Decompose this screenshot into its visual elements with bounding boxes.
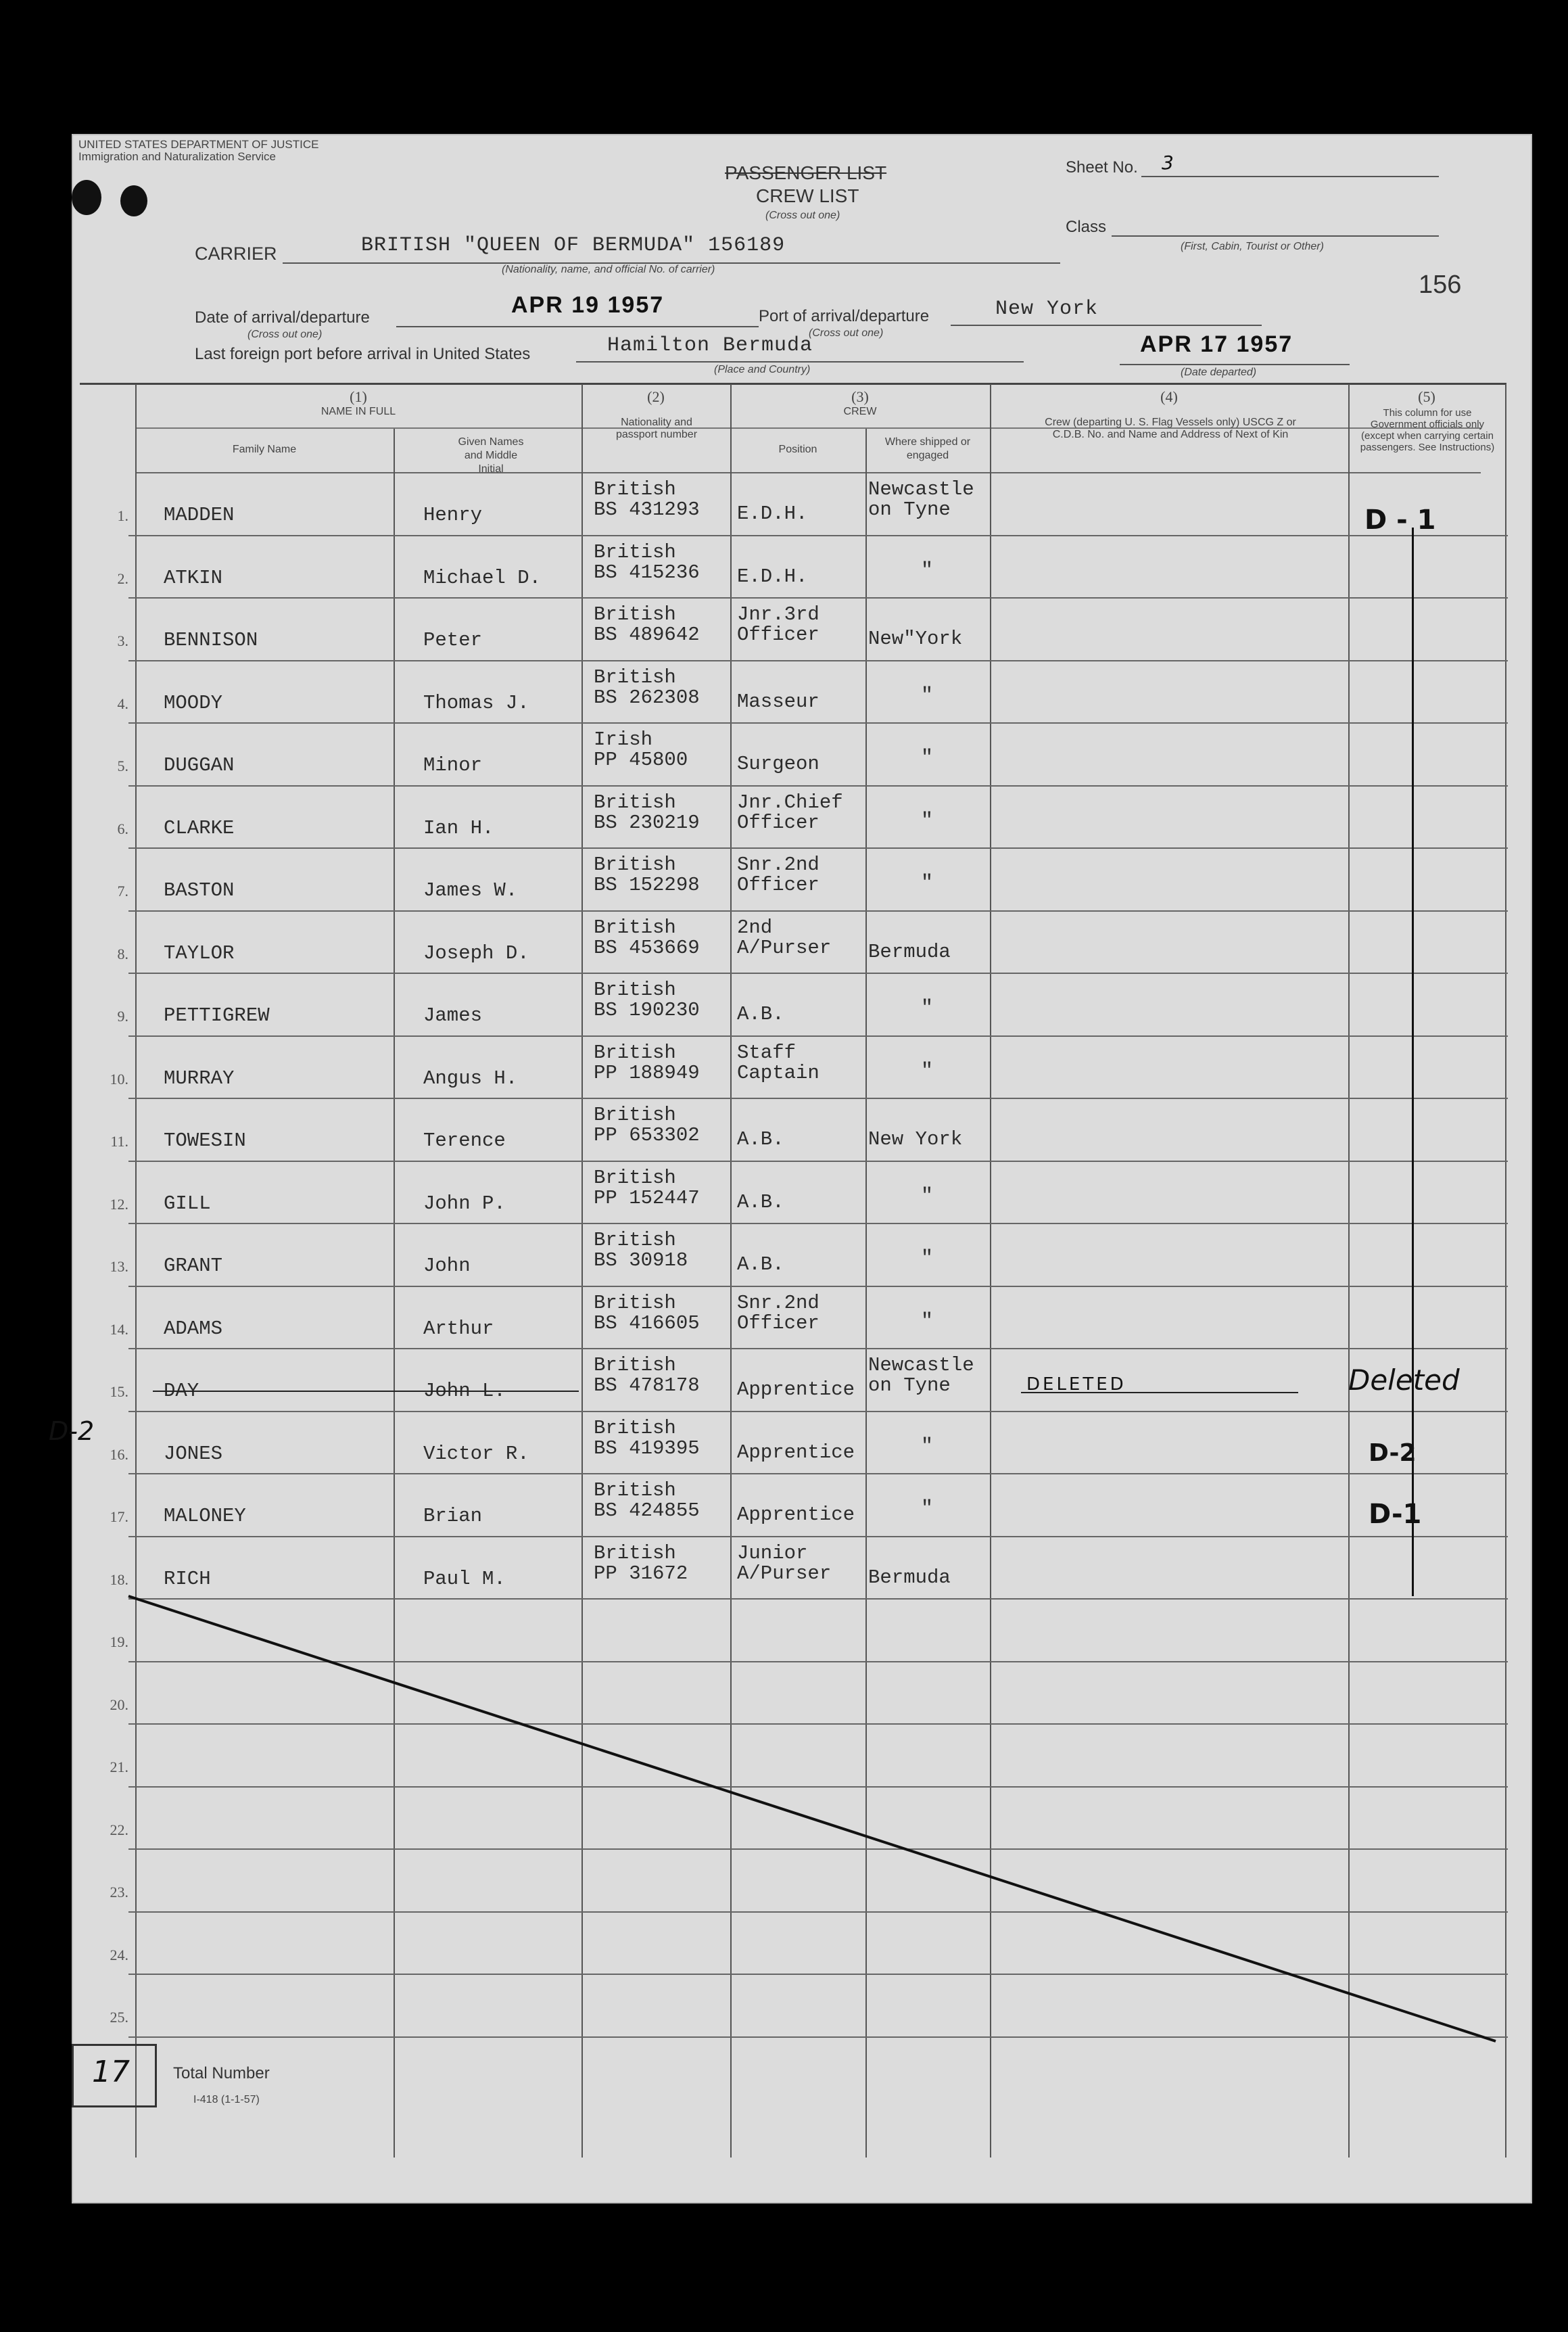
where-shipped-cell: Newcastle	[868, 1354, 974, 1376]
last-port-label: Last foreign port before arrival in United States	[195, 345, 531, 363]
given-name-cell: John	[423, 1255, 471, 1277]
departed-note: (Date departed)	[1181, 367, 1257, 378]
family-name-cell: MOODY	[164, 691, 223, 714]
total-handwritten: 17	[92, 2055, 130, 2089]
position-cell: Apprentice	[737, 1441, 855, 1464]
total-label: Total Number	[173, 2064, 270, 2082]
family-name-cell: MADDEN	[164, 504, 235, 526]
row-number: 20.	[110, 1696, 128, 1713]
given-name-cell: Victor R.	[423, 1442, 529, 1465]
family-name-cell: MURRAY	[164, 1067, 235, 1090]
class-label: Class	[1066, 218, 1107, 236]
where-shipped-cell: "	[921, 559, 934, 582]
passport-cell: BS 415236	[594, 561, 700, 584]
position-cell: Apprentice	[737, 1503, 855, 1526]
passport-cell: PP 188949	[594, 1061, 700, 1084]
family-name-cell: DAY	[164, 1380, 199, 1402]
nationality-cell: British	[594, 1479, 676, 1501]
carrier-label: CARRIER	[195, 243, 277, 264]
where-shipped-cell: New"York	[868, 628, 963, 650]
given-name-cell: Henry	[423, 504, 483, 526]
row-number: 7.	[117, 883, 128, 900]
family-name-cell: JONES	[164, 1442, 223, 1465]
arrival-port-value: New York	[995, 298, 1099, 321]
position-cell-line2: A/Purser	[737, 936, 832, 959]
row-number: 12.	[110, 1195, 128, 1213]
row-number: 16.	[110, 1445, 128, 1463]
where-shipped-cell: Bermuda	[868, 940, 951, 963]
row-number: 13.	[110, 1258, 128, 1275]
sheet-number: 3	[1162, 151, 1174, 174]
family-name-cell: BASTON	[164, 879, 235, 902]
agency-line-2: Immigration and Naturalization Service	[78, 150, 276, 163]
position-cell: E.D.H.	[737, 503, 808, 525]
col4-title: Crew (departing U. S. Flag Vessels only) USCG Z or C.D.B. No. and Name and Address of Next of Kin	[1045, 417, 1296, 440]
passport-cell: BS 230219	[594, 811, 700, 834]
row-number: 10.	[110, 1070, 128, 1088]
given-name-cell: James	[423, 1004, 483, 1027]
page-number: 156	[1419, 271, 1462, 299]
crew-list-sheet	[49, 134, 1532, 2203]
position-cell: Masseur	[737, 690, 819, 713]
col3-title: CREW	[843, 406, 877, 417]
nationality-cell: British	[594, 979, 676, 1001]
empty-rows-diagonal-strike	[72, 134, 1532, 2203]
nationality-cell: Irish	[594, 728, 653, 751]
nationality-cell: British	[594, 540, 676, 563]
form-type: CREW LIST	[756, 185, 859, 206]
row-number: 9.	[117, 1008, 128, 1025]
row16-official-mark: D-2	[1369, 1439, 1417, 1467]
where-shipped-cell: "	[921, 684, 934, 707]
position-cell: Staff	[737, 1041, 797, 1064]
row-number: 22.	[110, 1821, 128, 1838]
position-cell: 2nd	[737, 916, 773, 939]
family-name-cell: GRANT	[164, 1255, 223, 1277]
family-name-cell: PETTIGREW	[164, 1004, 270, 1027]
given-name-cell: Peter	[423, 629, 483, 651]
form-type-struck: PASSENGER LIST	[725, 162, 887, 183]
position-cell-line2: Officer	[737, 1311, 819, 1334]
last-port-note: (Place and Country)	[714, 364, 811, 375]
passport-cell: BS 416605	[594, 1311, 700, 1334]
row-number: 21.	[110, 1758, 128, 1775]
row-number: 19.	[110, 1633, 128, 1650]
col4-number: (4)	[1160, 388, 1178, 405]
passport-cell: BS 431293	[594, 498, 700, 521]
row-number: 18.	[110, 1570, 128, 1588]
arrival-port-note: (Cross out one)	[809, 327, 884, 339]
passport-cell: BS 30918	[594, 1249, 688, 1272]
nationality-cell: British	[594, 1354, 676, 1376]
position-cell: A.B.	[737, 1253, 784, 1276]
row17-official-mark: D-1	[1369, 1499, 1422, 1530]
row-number: 8.	[117, 945, 128, 962]
nationality-cell: British	[594, 1416, 676, 1439]
row-number: 23.	[110, 1884, 128, 1900]
position-cell: Surgeon	[737, 753, 819, 775]
row-number: 1.	[117, 507, 128, 524]
where-shipped-cell: "	[921, 1247, 934, 1270]
row-number: 25.	[110, 2009, 128, 2026]
family-name-cell: TOWESIN	[164, 1129, 246, 1152]
position-cell: Snr.2nd	[737, 854, 819, 876]
position-cell: Junior	[737, 1541, 808, 1564]
col-family-name: Family Name	[232, 444, 297, 455]
arrival-port-label: Port of arrival/departure	[759, 307, 930, 325]
row15-official-deleted: Deleted	[1348, 1363, 1460, 1397]
row-number: 15.	[110, 1383, 128, 1400]
row-number: 14.	[110, 1320, 128, 1338]
row-number: 4.	[117, 695, 128, 712]
col2-number: (2)	[647, 388, 665, 405]
row-number: 3.	[117, 632, 128, 649]
nationality-cell: British	[594, 916, 676, 939]
where-shipped-cell: Bermuda	[868, 1566, 951, 1589]
given-name-cell: Angus H.	[423, 1067, 518, 1090]
given-name-cell: John L.	[423, 1380, 506, 1402]
where-shipped-cell: "	[921, 1497, 934, 1520]
arrival-date-note: (Cross out one)	[247, 329, 323, 340]
position-cell: Snr.2nd	[737, 1291, 819, 1314]
row-number: 11.	[110, 1133, 128, 1150]
passport-cell: PP 45800	[594, 749, 688, 771]
where-shipped-cell: "	[921, 747, 934, 770]
last-port-value: Hamilton Bermuda	[607, 334, 813, 357]
given-name-cell: Paul M.	[423, 1567, 506, 1590]
where-shipped-cell: "	[921, 1435, 934, 1458]
arrival-date-label: Date of arrival/departure	[195, 308, 370, 327]
passport-cell: BS 152298	[594, 874, 700, 896]
carrier-value: BRITISH "QUEEN OF BERMUDA" 156189	[361, 234, 786, 257]
col-position: Position	[778, 444, 817, 455]
where-shipped-cell: "	[921, 872, 934, 895]
row-number: 17.	[110, 1508, 128, 1525]
departed-date-stamp: APR 17 1957	[1140, 331, 1293, 357]
nationality-cell: British	[594, 1166, 676, 1189]
nationality-cell: British	[594, 791, 676, 814]
position-cell-line2: Officer	[737, 811, 819, 834]
nationality-cell: British	[594, 478, 676, 500]
position-cell: Jnr.Chief	[737, 791, 843, 814]
where-shipped-cell: "	[921, 1184, 934, 1208]
position-cell: A.B.	[737, 1003, 784, 1025]
given-name-cell: Terence	[423, 1129, 506, 1152]
row-number: 2.	[117, 569, 128, 587]
agency-line-1: UNITED STATES DEPARTMENT OF JUSTICE	[78, 138, 319, 151]
family-name-cell: BENNISON	[164, 629, 258, 651]
row16-margin-mark: D-2	[49, 1416, 95, 1446]
nationality-cell: British	[594, 1041, 676, 1064]
where-shipped-cell: "	[921, 1059, 934, 1083]
where-shipped-cell-line2: on Tyne	[868, 498, 951, 521]
arrival-date-stamp: APR 19 1957	[511, 292, 665, 318]
where-shipped-cell: "	[921, 809, 934, 833]
position-cell: Apprentice	[737, 1378, 855, 1401]
family-name-cell: TAYLOR	[164, 941, 235, 964]
family-name-cell: RICH	[164, 1567, 211, 1590]
position-cell-line2: Captain	[737, 1061, 819, 1084]
nationality-cell: British	[594, 1541, 676, 1564]
family-name-cell: ADAMS	[164, 1317, 223, 1340]
position-cell: E.D.H.	[737, 565, 808, 588]
where-shipped-cell: "	[921, 1309, 934, 1333]
given-name-cell: Thomas J.	[423, 691, 529, 714]
given-name-cell: Minor	[423, 754, 483, 776]
sheet-label: Sheet No.	[1066, 158, 1138, 177]
position-cell-line2: Officer	[737, 874, 819, 896]
family-name-cell: ATKIN	[164, 566, 223, 589]
form-type-note: (Cross out one)	[765, 210, 840, 221]
carrier-note: (Nationality, name, and official No. of carrier)	[502, 264, 715, 275]
given-name-cell: John P.	[423, 1192, 506, 1215]
passport-cell: BS 190230	[594, 999, 700, 1021]
family-name-cell: CLARKE	[164, 816, 235, 839]
col5-number: (5)	[1418, 388, 1435, 405]
nationality-cell: British	[594, 666, 676, 689]
family-name-cell: DUGGAN	[164, 754, 235, 776]
family-name-cell: GILL	[164, 1192, 211, 1215]
nationality-cell: British	[594, 1229, 676, 1251]
col5-title: This column for use Government officials only (except when carrying certain passengers. See Instructions)	[1360, 407, 1495, 453]
where-shipped-cell: "	[921, 997, 934, 1020]
where-shipped-cell-line2: on Tyne	[868, 1374, 951, 1397]
family-name-cell: MALONEY	[164, 1505, 246, 1527]
row1-official-mark: D - 1	[1364, 505, 1436, 536]
nationality-cell: British	[594, 603, 676, 626]
position-cell-line2: Officer	[737, 624, 819, 646]
passport-cell: BS 478178	[594, 1374, 700, 1397]
given-name-cell: Michael D.	[423, 566, 542, 589]
passport-cell: PP 152447	[594, 1186, 700, 1209]
where-shipped-cell: New York	[868, 1128, 963, 1150]
position-cell: A.B.	[737, 1128, 784, 1150]
row15-typed-deleted: DELETED	[1026, 1374, 1126, 1395]
passport-cell: BS 424855	[594, 1499, 700, 1522]
passport-cell: BS 489642	[594, 624, 700, 646]
given-name-cell: Brian	[423, 1505, 483, 1527]
row-number: 6.	[117, 820, 128, 837]
given-name-cell: Arthur	[423, 1317, 494, 1340]
row-number: 24.	[110, 1946, 128, 1963]
form-number: I-418 (1-1-57)	[193, 2094, 260, 2105]
nationality-cell: British	[594, 1104, 676, 1126]
passport-cell: BS 453669	[594, 936, 700, 959]
position-cell: A.B.	[737, 1190, 784, 1213]
given-name-cell: Joseph D.	[423, 941, 529, 964]
row-number: 5.	[117, 757, 128, 774]
col3-number: (3)	[851, 388, 869, 405]
position-cell-line2: A/Purser	[737, 1562, 832, 1585]
position-cell: Jnr.3rd	[737, 603, 819, 626]
passport-cell: BS 262308	[594, 686, 700, 709]
class-note: (First, Cabin, Tourist or Other)	[1181, 241, 1324, 252]
given-name-cell: Ian H.	[423, 816, 494, 839]
given-name-cell: James W.	[423, 879, 518, 902]
nationality-cell: British	[594, 1291, 676, 1314]
col2-title: Nationality and passport number	[615, 417, 698, 440]
nationality-cell: British	[594, 854, 676, 876]
col-where-shipped: Where shipped or engaged	[884, 436, 971, 461]
col1-number: (1)	[350, 388, 367, 405]
passport-cell: BS 419395	[594, 1437, 700, 1460]
passport-cell: PP 31672	[594, 1562, 688, 1585]
where-shipped-cell: Newcastle	[868, 478, 974, 500]
col1-title: NAME IN FULL	[320, 406, 396, 417]
col-given-names: Given Names and Middle Initial	[458, 436, 524, 475]
passport-cell: PP 653302	[594, 1124, 700, 1146]
